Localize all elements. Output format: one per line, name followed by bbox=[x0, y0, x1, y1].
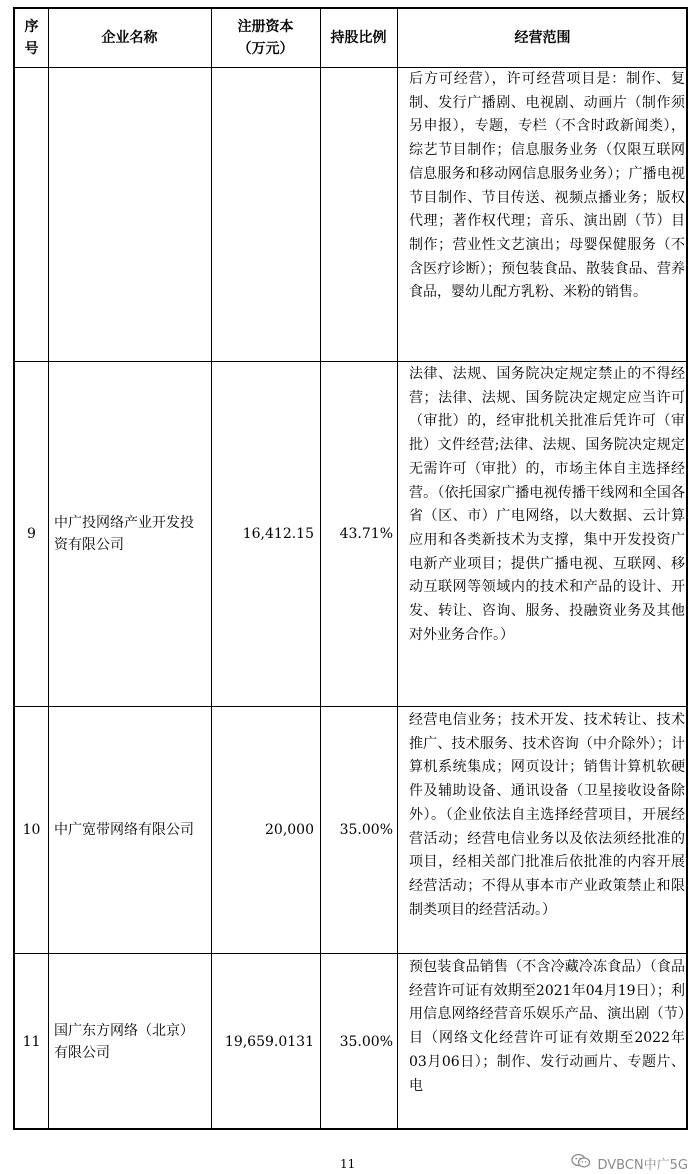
table-row-company: 中广宽带网络有限公司 bbox=[54, 822, 194, 838]
column-divider bbox=[397, 9, 398, 1128]
table-row-ratio: 35.00% bbox=[339, 822, 393, 838]
table-row-scope: 经营电信业务；技术开发、技术转让、技术推广、技术服务、技术咨询（中介除外）；计算机系统集成；网页设计；销售计算机软硬件及辅助设备、通讯设备（卫星接收设备除外）。（企业依法自主选择经营项目，开展经营活动；经营电信业务以及依法须经批准的项目，经相关部门批准后依批准的内容开展经营活动；不得从事本市产业政策禁止和限制类项目的经营活动。） bbox=[409, 712, 685, 918]
table-row-seq: 9 bbox=[27, 526, 36, 542]
shareholding-table bbox=[13, 7, 688, 1130]
header-scope: 经营范围 bbox=[514, 30, 571, 46]
watermark bbox=[571, 1152, 688, 1174]
table-row-capital: 19,659.0131 bbox=[224, 1034, 314, 1050]
table-row-ratio: 35.00% bbox=[339, 1034, 393, 1050]
header-ratio: 持股比例 bbox=[330, 30, 387, 46]
table-row-scope: 预包装食品销售（不含冷藏冷冻食品）（食品经营许可证有效期至2021年04月19日）；利用信息网络经营音乐娱乐产品、演出剧（节）目（网络文化经营许可证有效期至2022年03月06日）；制作、发行动画片、专题片、电 bbox=[409, 959, 685, 1094]
table-row-capital: 20,000 bbox=[265, 822, 314, 838]
table-row-company: 中广投网络产业开发投资有限公司 bbox=[54, 515, 194, 553]
table-row-seq: 10 bbox=[22, 822, 41, 838]
header-seq: 序号 bbox=[24, 19, 39, 57]
header-capital: 注册资本（万元） bbox=[237, 19, 294, 57]
table-row-company: 国广东方网络（北京）有限公司 bbox=[54, 1023, 194, 1061]
wechat-icon bbox=[571, 1153, 591, 1173]
table-row-scope: 后方可经营），许可经营项目是：制作、复制、发行广播剧、电视剧、动画片（制作须另申报），专题，专栏（不含时政新闻类），综艺节目制作；信息服务业务（仅限互联网信息服务和移动网信息服务业务）；广播电视节目制作、节目传送、视频点播业务；版权代理；著作权代理；音乐、演出剧（节）目制作；营业性文艺演出；母婴保健服务（不含医疗诊断）；预包装食品、散装食品、营养食品，婴幼儿配方乳粉、米粉的销售。 bbox=[409, 71, 685, 301]
table-row-capital: 16,412.15 bbox=[242, 526, 314, 542]
page-number: 11 bbox=[340, 1157, 356, 1171]
watermark-text: DVBCN中广5G bbox=[597, 1157, 688, 1173]
table-row-seq: 11 bbox=[22, 1034, 41, 1050]
header-company: 企业名称 bbox=[101, 30, 158, 46]
table-row-ratio: 43.71% bbox=[339, 526, 393, 542]
table-row-scope: 法律、法规、国务院决定规定禁止的不得经营；法律、法规、国务院决定规定应当许可（审批）的，经审批机关批准后凭许可（审批）文件经营;法律、法规、国务院决定规定无需许可（审批）的，市场主体自主选择经营。（依托国家广播电视传播干线网和全国各省（区、市）广电网络，以大数据、云计算应用和各类新技术为支撑，集中开发投资广电新产业项目；提供广播电视、互联网、移动互联网等领域内的技术和产品的设计、开发、转让、咨询、服务、投融资业务及其他对外业务合作。） bbox=[409, 366, 685, 643]
